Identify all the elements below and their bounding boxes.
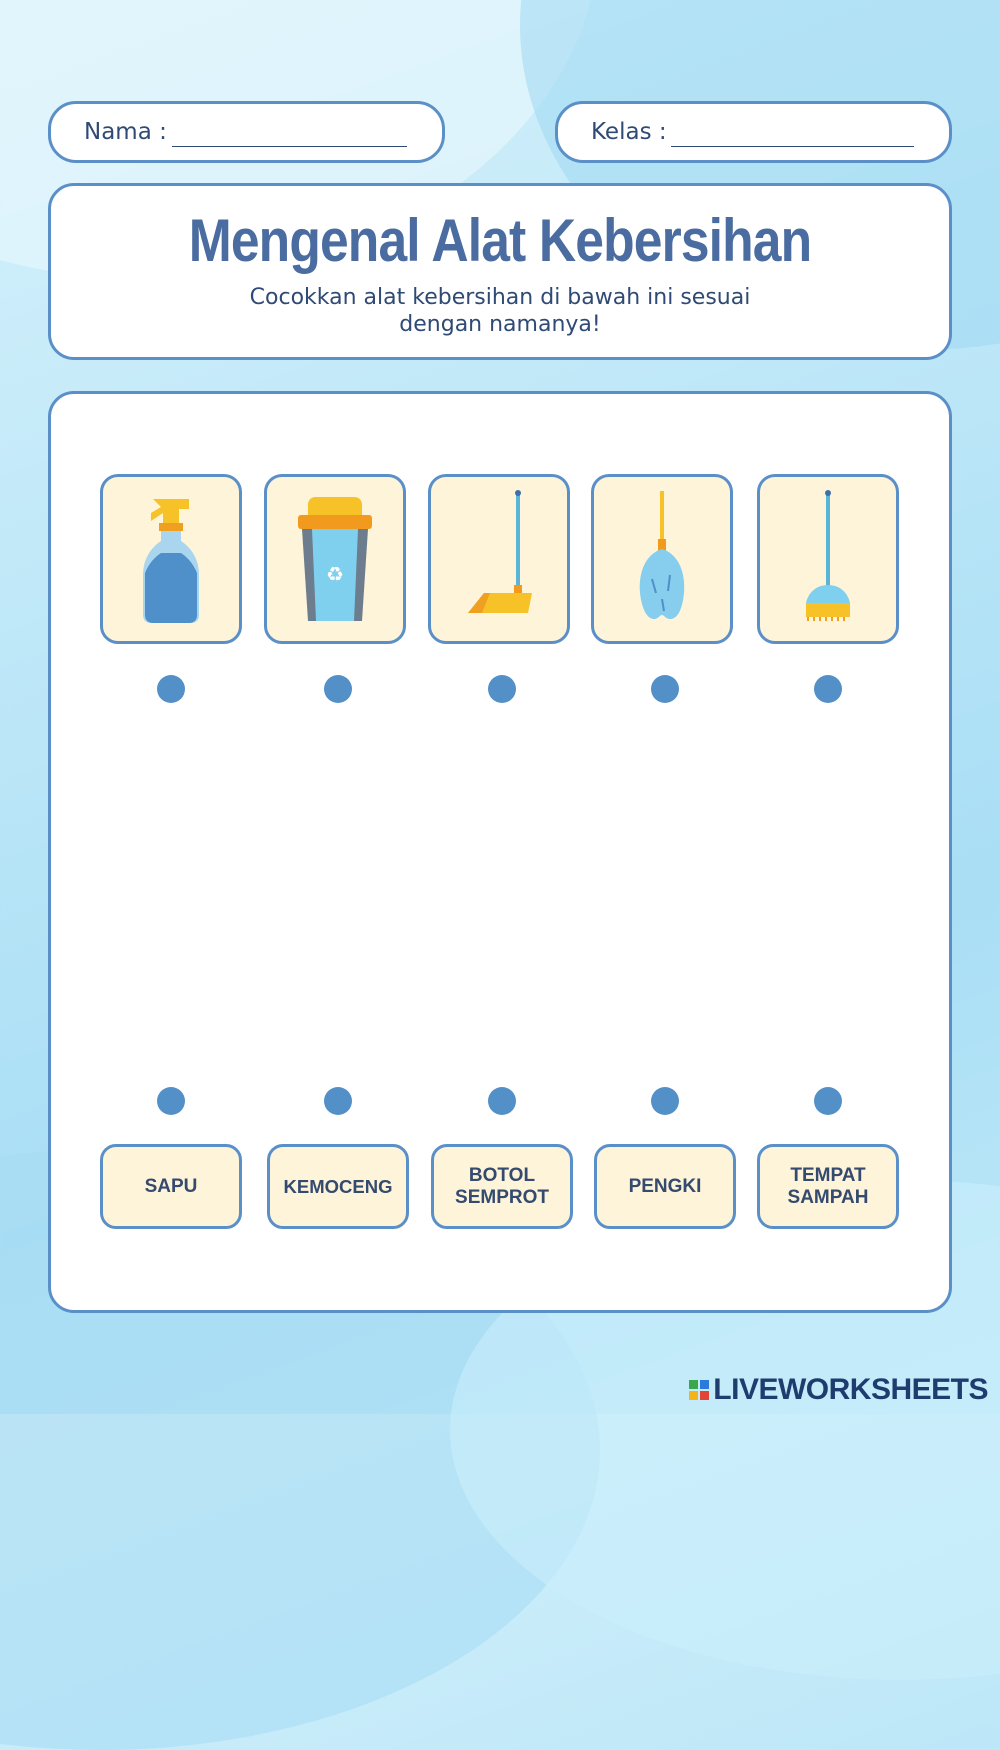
dustpan-icon (454, 489, 544, 629)
connector-dot-bottom-4[interactable] (651, 1087, 679, 1115)
page-instructions (51, 284, 949, 338)
page-title: Mengenal Alat Kebersihan (188, 207, 812, 274)
picture-card-spray-bottle (100, 474, 242, 644)
name-label: Nama : (84, 119, 167, 145)
connector-dot-bottom-3[interactable] (488, 1087, 516, 1115)
connector-dot-top-2[interactable] (324, 675, 352, 703)
picture-card-trash-bin (264, 474, 406, 644)
word-card-tempat-sampah: TEMPAT SAMPAH (757, 1144, 899, 1229)
connector-dot-top-4[interactable] (651, 675, 679, 703)
connector-dot-bottom-1[interactable] (157, 1087, 185, 1115)
broom-icon (788, 489, 868, 629)
name-input-line[interactable] (172, 146, 407, 147)
picture-card-dustpan (428, 474, 570, 644)
feather-duster-icon (622, 489, 702, 629)
connector-dot-bottom-5[interactable] (814, 1087, 842, 1115)
instructions-line-1: Cocokkan alat kebersihan di bawah ini sesuai (249, 285, 751, 310)
name-field[interactable] (48, 101, 445, 163)
header-card (48, 183, 952, 360)
class-input-line[interactable] (671, 146, 914, 147)
picture-card-feather-duster (591, 474, 733, 644)
liveworksheets-logo (689, 1372, 988, 1408)
trash-bin-icon (290, 489, 380, 629)
word-card-sapu: SAPU (100, 1144, 242, 1229)
word-card-pengki: PENGKI (594, 1144, 736, 1229)
instructions-line-2: dengan namanya! (399, 312, 601, 337)
class-field[interactable] (555, 101, 952, 163)
connector-dot-top-5[interactable] (814, 675, 842, 703)
svg-text:♻: ♻ (326, 562, 344, 586)
word-card-kemoceng: KEMOCENG (267, 1144, 409, 1229)
connector-dot-top-1[interactable] (157, 675, 185, 703)
connector-dot-bottom-2[interactable] (324, 1087, 352, 1115)
picture-card-broom (757, 474, 899, 644)
class-label: Kelas : (591, 119, 667, 145)
liveworksheets-logo-icon (689, 1380, 709, 1400)
spray-bottle-icon (131, 489, 211, 629)
brand-name: LIVEWORKSHEETS (713, 1373, 988, 1406)
word-card-botol-semprot: BOTOL SEMPROT (431, 1144, 573, 1229)
connector-dot-top-3[interactable] (488, 675, 516, 703)
